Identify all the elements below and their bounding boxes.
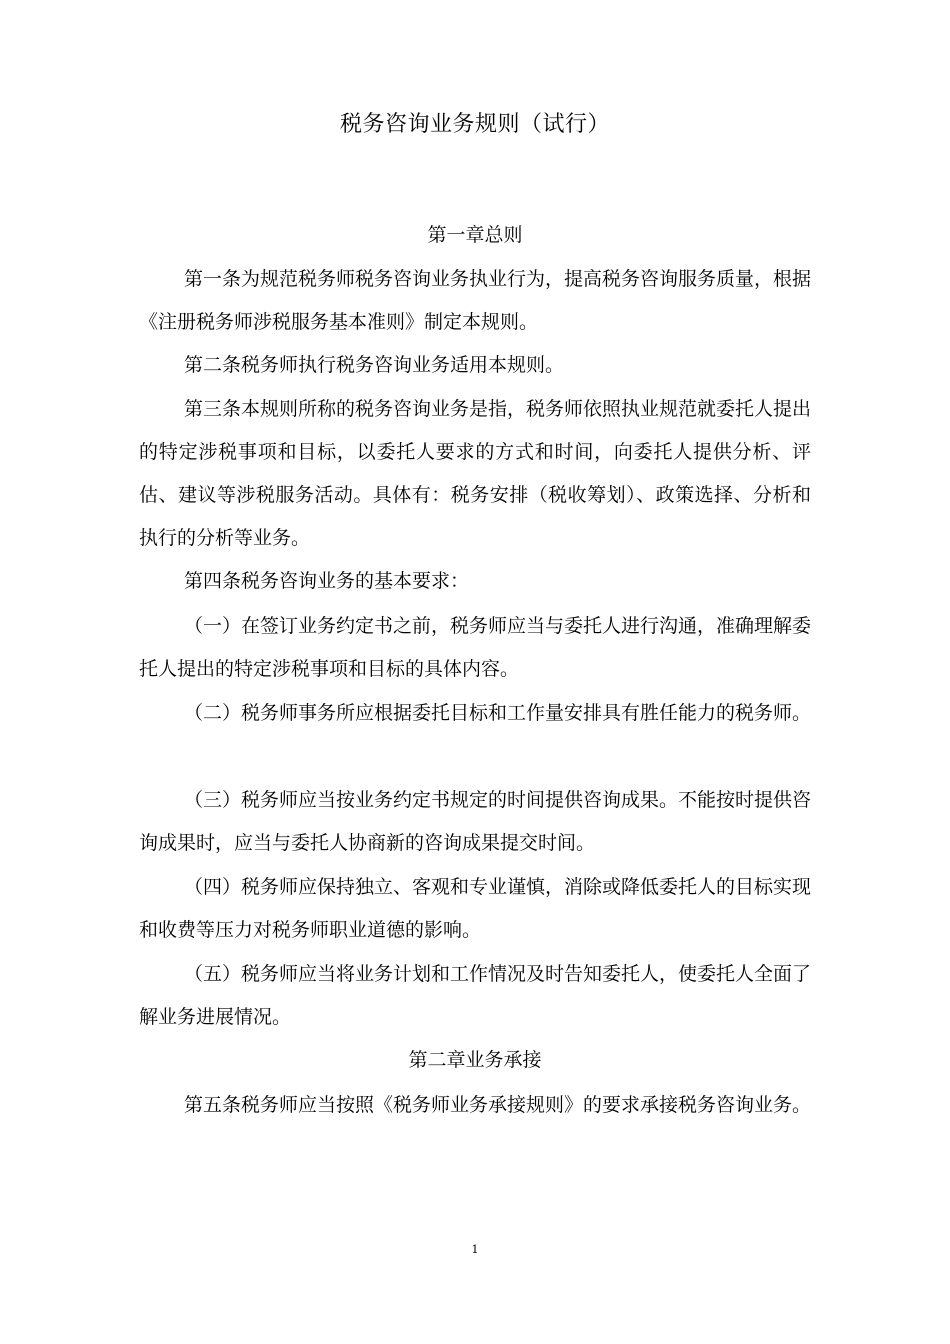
article-4-item-1: （一）在签订业务约定书之前，税务师应当与委托人进行沟通，准确理解委托人提出的特定涉税事项和目标的具体内容。 bbox=[139, 615, 812, 680]
chapter-heading-1: 第一章总则 bbox=[427, 224, 523, 246]
article-3: 第三条本规则所称的税务咨询业务是指，税务师依照执业规范就委托人提出的特定涉税事项和目标，以委托人要求的方式和时间，向委托人提供分析、评估、建议等涉税服务活动。具体有：税务安排（税收筹划）、政策选择、分析和执行的分析等业务。 bbox=[139, 398, 812, 549]
article-1: 第一条为规范税务师税务咨询业务执业行为，提高税务咨询服务质量，根据《注册税务师涉税服务基本准则》制定本规则。 bbox=[139, 268, 812, 333]
article-4-item-4: （四）税务师应保持独立、客观和专业谨慎，消除或降低委托人的目标实现和收费等压力对税务师职业道德的影响。 bbox=[139, 876, 812, 941]
document-title: 税务咨询业务规则（试行） bbox=[339, 112, 610, 137]
article-4: 第四条税务咨询业务的基本要求： bbox=[184, 570, 470, 592]
article-4-item-3: （三）税务师应当按业务约定书规定的时间提供咨询成果。不能按时提供咨询成果时，应当与委托人协商新的咨询成果提交时间。 bbox=[139, 789, 812, 854]
article-4-item-5: （五）税务师应当将业务计划和工作情况及时告知委托人，使委托人全面了解业务进展情况。 bbox=[139, 963, 812, 1028]
chapter-heading-2: 第二章业务承接 bbox=[408, 1049, 542, 1071]
article-5: 第五条税务师应当按照《税务师业务承接规则》的要求承接税务咨询业务。 bbox=[184, 1094, 812, 1116]
article-2: 第二条税务师执行税务咨询业务适用本规则。 bbox=[184, 354, 565, 376]
article-4-item-2: （二）税务师事务所应根据委托目标和工作量安排具有胜任能力的税务师。 bbox=[184, 702, 812, 724]
page-number: 1 bbox=[471, 1243, 479, 1256]
